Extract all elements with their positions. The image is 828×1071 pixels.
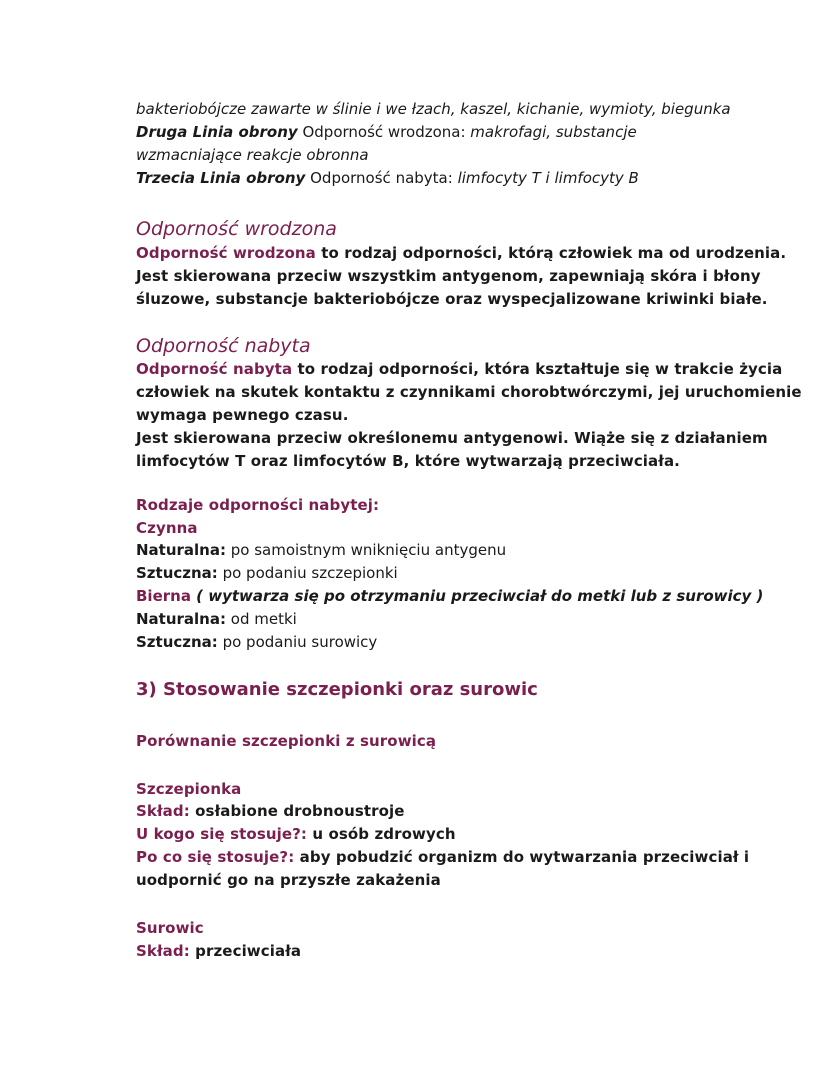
passive-row [136, 586, 763, 606]
serum-title: Surowic [136, 919, 204, 937]
vaccine-why-label: Po co się stosuje?: [136, 848, 295, 866]
passive-artificial-label: Sztuczna: [136, 633, 218, 651]
types-heading: Rodzaje odporności nabytej: [136, 496, 380, 514]
passive-label: Bierna [136, 587, 191, 605]
active-natural [136, 540, 506, 560]
vaccine-who [136, 824, 456, 844]
active-artificial [136, 563, 398, 583]
third-line-text: Odporność nabyta: [310, 169, 458, 187]
section3-heading: 3) Stosowanie szczepionki oraz surowic [136, 679, 538, 700]
passive-natural-label: Naturalna: [136, 610, 226, 628]
second-line-text: Odporność wrodzona: [302, 123, 471, 141]
innate-p1 [136, 243, 786, 263]
comparison-heading: Porównanie szczepionki z surowicą [136, 732, 437, 750]
passive-natural-text: od metki [226, 610, 297, 628]
serum-composition [136, 941, 301, 961]
acquired-heading: Odporność nabyta [136, 335, 311, 357]
vaccine-why [136, 847, 749, 867]
acquired-p4: Jest skierowana przeciw określonemu antygenowi. Wiąże się z działaniem [136, 429, 768, 447]
active-artificial-label: Sztuczna: [136, 564, 218, 582]
acquired-p2: człowiek na skutek kontaktu z czynnikami chorobtwórczymi, jej uruchomienie [136, 383, 802, 401]
passive-artificial-text: po podaniu surowicy [217, 633, 378, 651]
vaccine-title: Szczepionka [136, 780, 242, 798]
second-line-label: Druga Linia obrony [136, 123, 298, 141]
intro-line: bakteriobójcze zawarte w ślinie i we łzach, kaszel, kichanie, wymioty, biegunka [136, 100, 731, 118]
innate-p1-rest: to rodzaj odporności, którą człowiek ma od urodzenia. [315, 244, 787, 262]
third-line-row [136, 168, 639, 188]
passive-natural [136, 609, 297, 629]
acquired-p1 [136, 359, 782, 379]
vaccine-why-continuation: uodpornić go na przyszłe zakażenia [136, 871, 441, 889]
active-natural-label: Naturalna: [136, 541, 226, 559]
serum-composition-text: przeciwciała [189, 942, 302, 960]
acquired-p3: wymaga pewnego czasu. [136, 406, 349, 424]
acquired-p5: limfocytów T oraz limfocytów B, które wytwarzają przeciwciała. [136, 452, 680, 470]
active-natural-text: po samoistnym wniknięciu antygenu [226, 541, 507, 559]
third-line-label: Trzecia Linia obrony [136, 169, 306, 187]
innate-term: Odporność wrodzona [136, 244, 316, 262]
vaccine-composition [136, 801, 405, 821]
second-line-detail: makrofagi, substancje [470, 123, 637, 141]
serum-composition-label: Skład: [136, 942, 190, 960]
passive-artificial [136, 632, 377, 652]
innate-p3: śluzowe, substancje bakteriobójcze oraz wyspecjalizowane kriwinki białe. [136, 290, 768, 308]
vaccine-composition-text: osłabione drobnoustroje [189, 802, 405, 820]
acquired-term: Odporność nabyta [136, 360, 293, 378]
second-line-row [136, 122, 637, 142]
vaccine-who-label: U kogo się stosuje?: [136, 825, 308, 843]
third-line-detail: limfocyty T i limfocyty B [457, 169, 639, 187]
innate-p2: Jest skierowana przeciw wszystkim antygenom, zapewniają skóra i błony [136, 267, 761, 285]
innate-heading: Odporność wrodzona [136, 218, 337, 240]
second-line-continuation: wzmacniające reakcje obronna [136, 146, 369, 164]
acquired-p1-rest: to rodzaj odporności, która kształtuje się w trakcie życia [292, 360, 783, 378]
vaccine-why-text: aby pobudzić organizm do wytwarzania przeciwciał i [294, 848, 750, 866]
vaccine-who-text: u osób zdrowych [307, 825, 456, 843]
vaccine-composition-label: Skład: [136, 802, 190, 820]
passive-note: ( wytwarza się po otrzymaniu przeciwciał do metki lub z surowicy ) [190, 587, 764, 605]
active-artificial-text: po podaniu szczepionki [217, 564, 398, 582]
active-label: Czynna [136, 519, 198, 537]
